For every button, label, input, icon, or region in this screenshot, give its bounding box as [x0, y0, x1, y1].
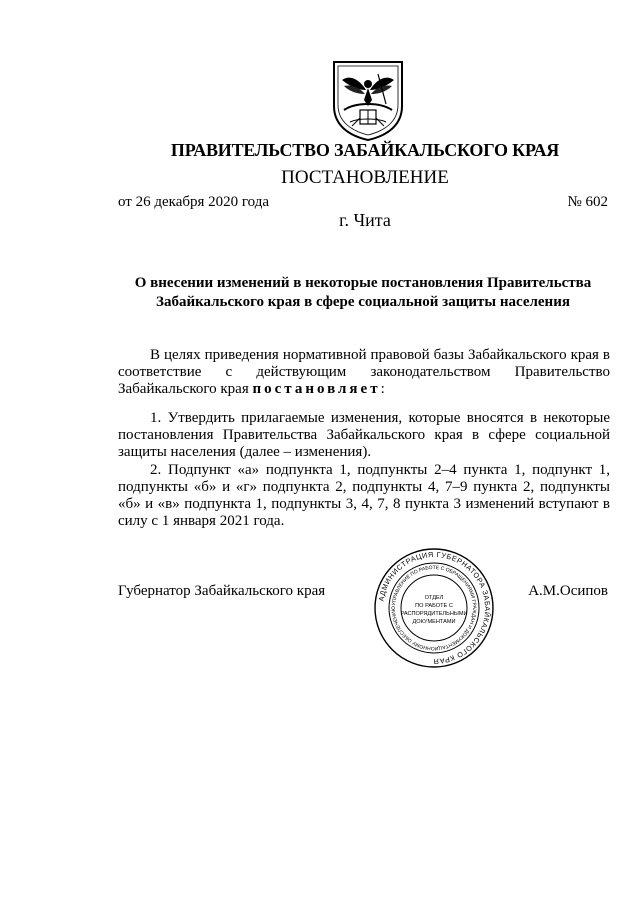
seal-outer-text: АДМИНИСТРАЦИЯ ГУБЕРНАТОРА ЗАБАЙКАЛЬСКОГО КРАЯ: [376, 549, 493, 667]
coat-of-arms-icon: [330, 60, 406, 142]
item-1-paragraph: 1. Утвердить прилагаемые изменения, которые вносятся в некоторые постановления Правительства Забайкальского края в сфере социальной защиты населения (далее – изменения).: [118, 410, 610, 460]
seal-center-line-3: РАСПОРЯДИТЕЛЬНЫМИ: [400, 611, 468, 617]
document-number: № 602: [567, 194, 608, 210]
official-seal-icon: [373, 547, 495, 669]
government-title: ПРАВИТЕЛЬСТВО ЗАБАЙКАЛЬСКОГО КРАЯ: [170, 140, 560, 160]
document-date: от 26 декабря 2020 года: [118, 194, 270, 210]
seal-inner-text: УПРАВЛЕНИЕ ПО РАБОТЕ С ОБРАЩЕНИЯМИ ГРАЖДАН И ДОКУМЕНТАЦИОННОМУ ОБЕСПЕЧЕНИЮ: [390, 564, 478, 652]
intro-keyword: постановляет: [252, 381, 381, 397]
intro-paragraph: [118, 347, 610, 398]
document-city: г. Чита: [339, 210, 391, 230]
item-2-paragraph: 2. Подпункт «а» подпункта 1, подпункты 2–4 пункта 1, подпункт 1, подпункты «б» и «г» подпункта 2, подпункты 4, 7–9 пункта 2, подпункты «б» и «в» подпункта 1, подпункты 3, 4, 7, 8 пункта 3 изменений вступают в силу с 1 января 2021 года.: [118, 462, 610, 529]
intro-text: В целях приведения нормативной правовой базы Забайкальского края в соответствие с действующим законодательством Правительство Забайкальского края: [118, 347, 610, 397]
seal-center-line-2: ПО РАБОТЕ С: [415, 603, 453, 609]
seal-center-line-1: ОТДЕЛ: [424, 595, 444, 601]
document-type: ПОСТАНОВЛЕНИЕ: [281, 167, 449, 188]
signer-name: А.М.Осипов: [528, 583, 608, 599]
signer-position: Губернатор Забайкальского края: [118, 583, 326, 599]
document-subject: О внесении изменений в некоторые постановления Правительства Забайкальского края в сфере социальной защиты населения: [134, 275, 592, 310]
seal-center-line-4: ДОКУМЕНТАМИ: [412, 619, 456, 625]
intro-end: :: [380, 381, 385, 397]
